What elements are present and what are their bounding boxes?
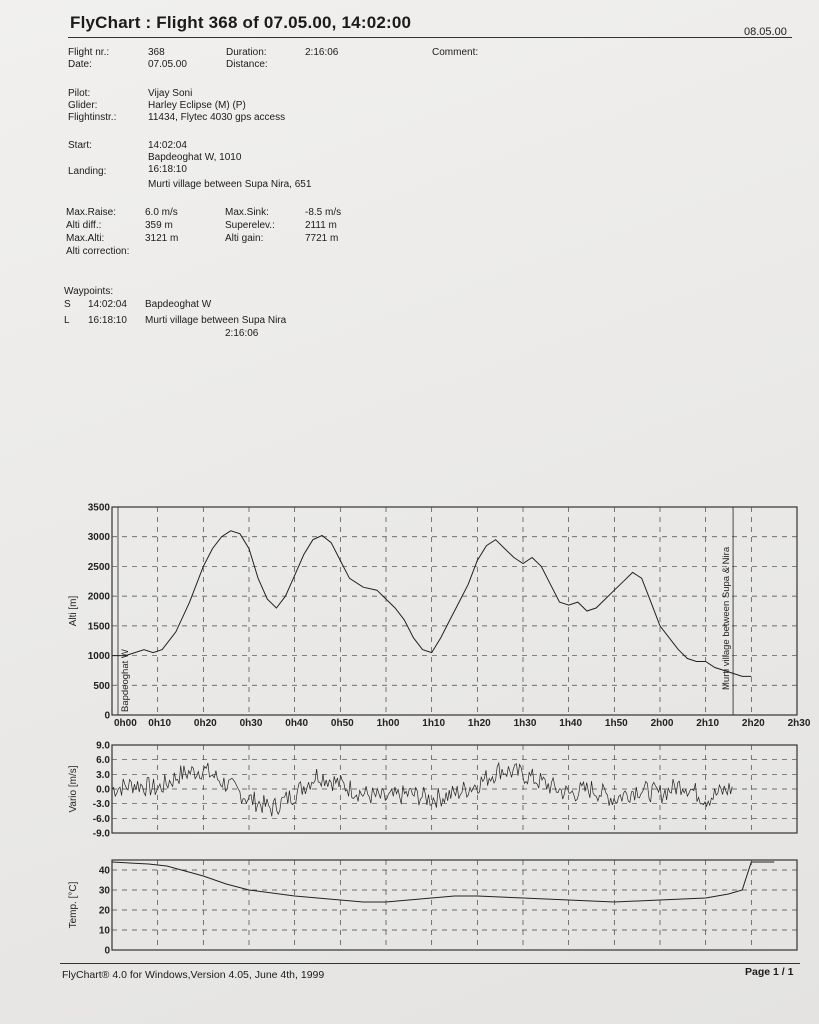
pilot-label: Pilot: [68, 88, 91, 99]
y-axis-label: Vario [m/s] [68, 765, 79, 813]
y-tick-label: 3000 [87, 532, 110, 544]
landing-place: Murti village between Supa Nira, 651 [148, 179, 312, 190]
waypoint-time: 14:02:04 [88, 299, 127, 310]
landing-waypoint-label: Murti village between Supa & Nira [721, 546, 733, 690]
y-tick-label: 30 [98, 885, 110, 897]
alti-gain-label: Alti gain: [225, 233, 264, 244]
y-axis-label: Temp. [°C] [68, 881, 79, 929]
y-tick-label: 10 [98, 925, 110, 937]
x-tick-label: 0h50 [330, 718, 354, 729]
y-tick-label: 0 [104, 945, 110, 957]
alti-diff-label: Alti diff.: [66, 220, 102, 231]
y-tick-label: 1000 [87, 651, 110, 663]
flight-nr-label: Flight nr.: [68, 47, 110, 58]
start-label: Start: [68, 140, 92, 151]
y-tick-label: 9.0 [96, 740, 110, 752]
flight-nr: 368 [148, 47, 165, 58]
date: 07.05.00 [148, 59, 187, 70]
distance-label: Distance: [226, 59, 268, 70]
x-tick-label: 1h10 [422, 718, 446, 729]
x-tick-label: 0h30 [239, 718, 263, 729]
glider: Harley Eclipse (M) (P) [148, 100, 246, 111]
vario-series-line [112, 763, 732, 816]
x-tick-label: 2h20 [741, 718, 765, 729]
x-tick-label: 2h00 [650, 718, 674, 729]
footer-divider [60, 963, 800, 964]
x-tick-label: 1h20 [467, 718, 491, 729]
y-tick-label: 0.0 [96, 784, 110, 796]
y-tick-label: 1500 [87, 621, 110, 633]
y-tick-label: 0 [104, 710, 110, 722]
y-tick-label: 500 [93, 680, 110, 692]
x-tick-label: 0h40 [285, 718, 309, 729]
y-tick-label: 3500 [87, 502, 110, 514]
date-label: Date: [68, 59, 92, 70]
start-waypoint-label: Bapdeoghat W [120, 649, 131, 712]
temperature-series-line [112, 862, 774, 902]
y-tick-label: -6.0 [92, 813, 110, 825]
waypoint-code: S [64, 299, 71, 310]
y-tick-label: -9.0 [92, 828, 110, 840]
max-sink-label: Max.Sink: [225, 207, 269, 218]
page-number: Page 1 / 1 [745, 966, 794, 978]
waypoints-title: Waypoints: [64, 286, 114, 297]
flightinstr-label: Flightinstr.: [68, 112, 117, 123]
y-tick-label: 2500 [87, 561, 110, 573]
max-alti: 3121 m [145, 233, 179, 244]
y-tick-label: -3.0 [92, 799, 110, 811]
x-tick-label: 1h00 [376, 718, 400, 729]
duration: 2:16:06 [305, 47, 339, 58]
x-tick-label: 0h10 [148, 718, 172, 729]
y-axis-label: Alti [m] [68, 595, 79, 627]
x-tick-label: 1h40 [559, 718, 583, 729]
print-date: 08.05.00 [744, 26, 787, 38]
x-tick-label: 0h00 [114, 718, 137, 729]
flightinstr: 11434, Flytec 4030 gps access [148, 112, 286, 123]
max-raise-label: Max.Raise: [66, 207, 117, 218]
software-footer: FlyChart® 4.0 for Windows,Version 4.05, June 4th, 1999 [62, 969, 325, 981]
x-tick-label: 1h50 [604, 718, 628, 729]
plot-frame [112, 860, 797, 950]
max-sink: -8.5 m/s [305, 207, 342, 218]
y-tick-label: 20 [98, 905, 110, 917]
y-tick-label: 3.0 [96, 769, 110, 781]
max-alti-label: Max.Alti: [66, 233, 105, 244]
x-tick-label: 2h30 [787, 718, 811, 729]
waypoint-name: Bapdeoghat W [145, 299, 212, 310]
y-tick-label: 40 [98, 865, 110, 877]
superelev: 2111 m [305, 220, 337, 231]
start-place: Bapdeoghat W, 1010 [148, 152, 242, 163]
x-tick-label: 0h20 [193, 718, 217, 729]
waypoint-total-duration: 2:16:06 [225, 328, 259, 339]
waypoint-code: L [64, 315, 70, 326]
max-raise: 6.0 m/s [145, 207, 178, 218]
pilot-name: Vijay Soni [148, 88, 193, 99]
waypoint-time: 16:18:10 [88, 315, 127, 326]
comment-label: Comment: [432, 47, 479, 58]
duration-label: Duration: [226, 47, 267, 58]
start-time: 14:02:04 [148, 140, 187, 151]
y-tick-label: 2000 [87, 591, 110, 603]
altitude-series-line [112, 531, 751, 677]
alti-diff: 359 m [145, 220, 173, 231]
glider-label: Glider: [68, 100, 98, 111]
landing-time: 16:18:10 [148, 164, 187, 175]
x-tick-label: 2h10 [696, 718, 720, 729]
waypoint-name: Murti village between Supa Nira [145, 315, 287, 326]
superelev-label: Superelev.: [225, 220, 275, 231]
y-tick-label: 6.0 [96, 755, 110, 767]
alti-correction-label: Alti correction: [66, 246, 130, 257]
alti-gain: 7721 m [305, 233, 339, 244]
landing-label: Landing: [68, 166, 107, 177]
report-title: FlyChart : Flight 368 of 07.05.00, 14:02:00 [70, 13, 412, 32]
x-tick-label: 1h30 [513, 718, 537, 729]
